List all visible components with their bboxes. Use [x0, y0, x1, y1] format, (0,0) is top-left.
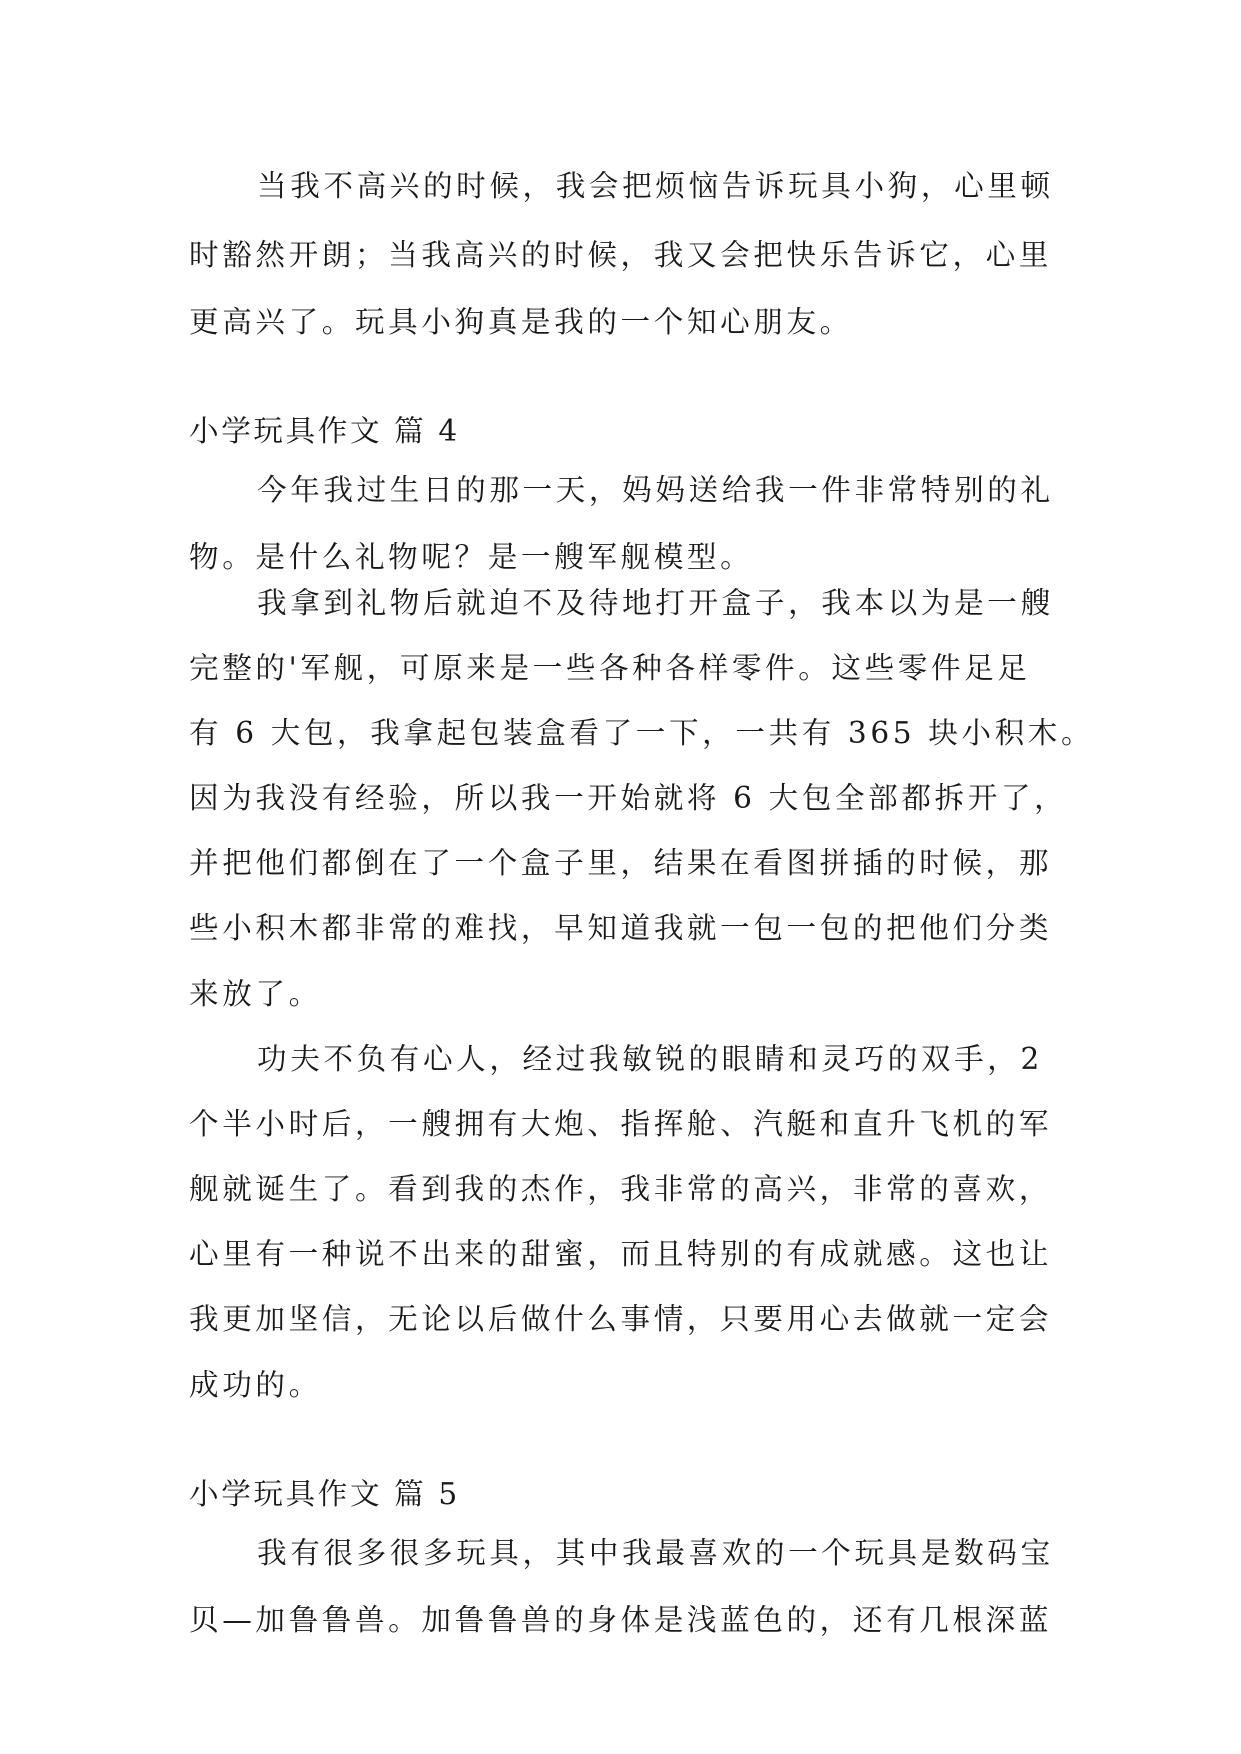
paragraph-line: 当我不高兴的时候，我会把烦恼告诉玩具小狗，心里顿 — [257, 169, 1054, 203]
paragraph-line: 更高兴了。玩具小狗真是我的一个知心朋友。 — [189, 305, 853, 339]
paragraph-line: 我拿到礼物后就迫不及待地打开盒子，我本以为是一艘 — [257, 586, 1054, 620]
paragraph-line: 并把他们都倒在了一个盒子里，结果在看图拼插的时候，那 — [189, 846, 1053, 880]
paragraph-line: 心里有一种说不出来的甜蜜，而且特别的有成就感。这也让 — [189, 1237, 1053, 1271]
section-heading: 小学玩具作文 篇 5 — [189, 1477, 460, 1511]
paragraph-line: 些小积木都非常的难找，早知道我就一包一包的把他们分类 — [189, 911, 1053, 945]
paragraph-line: 成功的。 — [189, 1368, 322, 1402]
paragraph-line: 贝—加鲁鲁兽。加鲁鲁兽的身体是浅蓝色的，还有几根深蓝 — [189, 1603, 1053, 1637]
paragraph-line: 舰就诞生了。看到我的杰作，我非常的高兴，非常的喜欢， — [189, 1172, 1053, 1206]
paragraph-line: 完整的'军舰，可原来是一些各种各样零件。这些零件足足 — [189, 651, 1031, 685]
paragraph-line: 有 6 大包，我拿起包装盒看了一下，一共有 365 块小积木。 — [189, 716, 1095, 750]
paragraph-line: 因为我没有经验，所以我一开始就将 6 大包全部都拆开了， — [189, 781, 1068, 815]
paragraph-line: 物。是什么礼物呢？是一艘军舰模型。 — [189, 540, 754, 574]
paragraph-line: 我有很多很多玩具，其中我最喜欢的一个玩具是数码宝 — [257, 1536, 1054, 1570]
paragraph-line: 我更加坚信，无论以后做什么事情，只要用心去做就一定会 — [189, 1302, 1053, 1336]
paragraph-line: 今年我过生日的那一天，妈妈送给我一件非常特别的礼 — [257, 473, 1054, 507]
paragraph-line: 个半小时后，一艘拥有大炮、指挥舱、汽艇和直升飞机的军 — [189, 1107, 1053, 1141]
paragraph-line: 来放了。 — [189, 977, 322, 1011]
paragraph-line: 时豁然开朗；当我高兴的时候，我又会把快乐告诉它，心里 — [189, 238, 1053, 272]
paragraph-line: 功夫不负有心人，经过我敏锐的眼睛和灵巧的双手，2 — [257, 1042, 1043, 1076]
section-heading: 小学玩具作文 篇 4 — [189, 414, 460, 448]
